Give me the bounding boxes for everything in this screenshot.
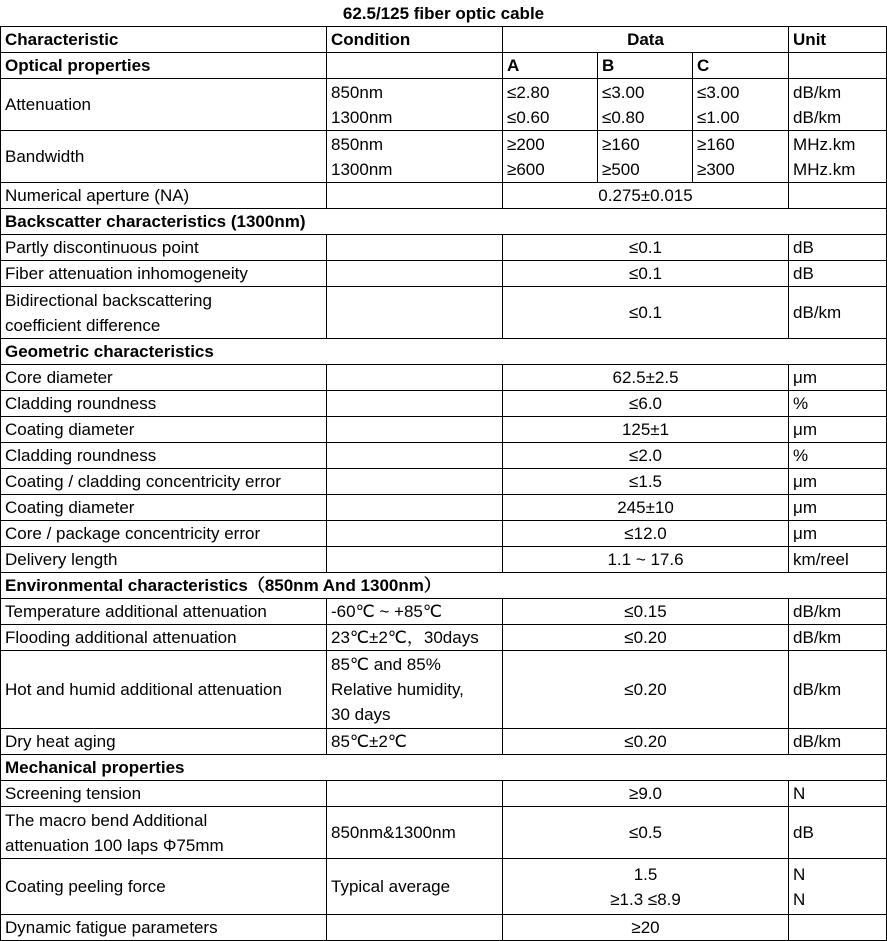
row-label: Flooding additional attenuation: [1, 625, 327, 651]
row-value: ≤6.0: [503, 391, 789, 417]
empty-cell: [327, 521, 503, 547]
row-label: Hot and humid additional attenuation: [1, 651, 327, 729]
table-row: [1, 859, 887, 915]
na-label: Numerical aperture (NA): [1, 183, 327, 209]
bandwidth-label: Bandwidth: [1, 131, 327, 183]
row-unit: dB/km: [789, 729, 887, 755]
empty-cell: [327, 547, 503, 573]
empty-cell: [327, 495, 503, 521]
empty-cell: [327, 915, 503, 941]
spec-table: [0, 26, 887, 941]
table-title: 62.5/125 fiber optic cable: [342, 4, 545, 23]
row-unit: dB: [789, 235, 887, 261]
table-row: [1, 391, 887, 417]
row-value: ≤0.15: [503, 599, 789, 625]
bandwidth-c: ≥160 ≥300: [693, 131, 789, 183]
row-label: Cladding roundness: [1, 443, 327, 469]
bidirectional-unit: dB/km: [789, 287, 887, 339]
row-condition: -60℃ ~ +85℃: [327, 599, 503, 625]
table-row: [1, 365, 887, 391]
row-value: 1.1 ~ 17.6: [503, 547, 789, 573]
row-label: Core diameter: [1, 365, 327, 391]
row-value: ≥20: [503, 915, 789, 941]
row-value: ≤12.0: [503, 521, 789, 547]
row-label: The macro bend Additional attenuation 100 laps Φ75mm: [1, 807, 327, 859]
header-row: [1, 27, 887, 53]
bandwidth-row: [1, 131, 887, 183]
section-row: [1, 209, 887, 235]
empty-cell: [327, 261, 503, 287]
row-label: Coating peeling force: [1, 859, 327, 915]
row-value: 1.5 ≥1.3 ≤8.9: [503, 859, 789, 915]
row-condition: 850nm&1300nm: [327, 807, 503, 859]
row-label: Coating / cladding concentricity error: [1, 469, 327, 495]
row-unit: dB: [789, 807, 887, 859]
section-row: [1, 755, 887, 781]
row-unit: N: [789, 781, 887, 807]
row-unit: N N: [789, 859, 887, 915]
row-value: ≥9.0: [503, 781, 789, 807]
empty-cell: [327, 391, 503, 417]
row-value: ≤0.1: [503, 261, 789, 287]
attenuation-b: ≤3.00 ≤0.80: [598, 79, 693, 131]
na-row: [1, 183, 887, 209]
empty-cell: [789, 915, 887, 941]
bidirectional-label: Bidirectional backscattering coefficient difference: [1, 287, 327, 339]
attenuation-label: Attenuation: [1, 79, 327, 131]
empty-cell: [327, 417, 503, 443]
attenuation-a: ≤2.80 ≤0.60: [503, 79, 598, 131]
row-label: Delivery length: [1, 547, 327, 573]
table-row: [1, 261, 887, 287]
table-row: [1, 547, 887, 573]
attenuation-condition: 850nm 1300nm: [327, 79, 503, 131]
row-value: ≤0.1: [503, 235, 789, 261]
attenuation-row: [1, 79, 887, 131]
bandwidth-b: ≥160 ≥500: [598, 131, 693, 183]
row-unit: μm: [789, 521, 887, 547]
bidirectional-value: ≤0.1: [503, 287, 789, 339]
empty-cell: [789, 53, 887, 79]
table-row: [1, 235, 887, 261]
row-value: 62.5±2.5: [503, 365, 789, 391]
row-condition: Typical average: [327, 859, 503, 915]
row-value: ≤0.20: [503, 729, 789, 755]
row-label: Fiber attenuation inhomogeneity: [1, 261, 327, 287]
section-row: [1, 339, 887, 365]
header-characteristic: Characteristic: [1, 27, 327, 53]
row-value: ≤1.5: [503, 469, 789, 495]
bandwidth-unit: MHz.km MHz.km: [789, 131, 887, 183]
empty-cell: [327, 287, 503, 339]
table-row: [1, 651, 887, 729]
row-value: ≤2.0: [503, 443, 789, 469]
row-unit: dB/km: [789, 599, 887, 625]
row-unit: dB: [789, 261, 887, 287]
section-heading-environmental: Environmental characteristics（850nm And 1300nm）: [1, 573, 887, 599]
table-row: [1, 417, 887, 443]
empty-cell: [327, 443, 503, 469]
section-heading-optical: Optical properties: [1, 53, 327, 79]
bandwidth-condition: 850nm 1300nm: [327, 131, 503, 183]
row-unit: %: [789, 443, 887, 469]
row-value: 245±10: [503, 495, 789, 521]
section-row: [1, 53, 887, 79]
row-label: Core / package concentricity error: [1, 521, 327, 547]
row-value: ≤0.5: [503, 807, 789, 859]
table-row: [1, 469, 887, 495]
row-label: Partly discontinuous point: [1, 235, 327, 261]
table-row: [1, 599, 887, 625]
row-value: ≤0.20: [503, 651, 789, 729]
row-condition: 85℃ and 85% Relative humidity, 30 days: [327, 651, 503, 729]
row-unit: km/reel: [789, 547, 887, 573]
empty-cell: [327, 469, 503, 495]
empty-cell: [789, 183, 887, 209]
row-unit: %: [789, 391, 887, 417]
row-unit: μm: [789, 469, 887, 495]
row-label: Dry heat aging: [1, 729, 327, 755]
row-value: ≤0.20: [503, 625, 789, 651]
section-row: [1, 573, 887, 599]
header-condition: Condition: [327, 27, 503, 53]
table-row: [1, 495, 887, 521]
row-value: 125±1: [503, 417, 789, 443]
table-row: [1, 781, 887, 807]
table-row: [1, 729, 887, 755]
empty-cell: [327, 53, 503, 79]
section-heading-geometric: Geometric characteristics: [1, 339, 887, 365]
row-label: Cladding roundness: [1, 391, 327, 417]
column-c-label: C: [693, 53, 789, 79]
row-label: Screening tension: [1, 781, 327, 807]
row-condition: 23℃±2℃，30days: [327, 625, 503, 651]
table-row: [1, 625, 887, 651]
na-value: 0.275±0.015: [503, 183, 789, 209]
table-row: [1, 807, 887, 859]
header-data: Data: [503, 27, 789, 53]
row-unit: μm: [789, 365, 887, 391]
table-row: [1, 521, 887, 547]
row-label: Dynamic fatigue parameters: [1, 915, 327, 941]
row-label: Temperature additional attenuation: [1, 599, 327, 625]
table-row: [1, 915, 887, 941]
bidirectional-row: [1, 287, 887, 339]
empty-cell: [327, 235, 503, 261]
row-unit: μm: [789, 417, 887, 443]
row-unit: μm: [789, 495, 887, 521]
row-condition: 85℃±2℃: [327, 729, 503, 755]
empty-cell: [327, 183, 503, 209]
table-row: [1, 443, 887, 469]
column-a-label: A: [503, 53, 598, 79]
row-label: Coating diameter: [1, 417, 327, 443]
bandwidth-a: ≥200 ≥600: [503, 131, 598, 183]
row-label: Coating diameter: [1, 495, 327, 521]
empty-cell: [327, 781, 503, 807]
header-unit: Unit: [789, 27, 887, 53]
attenuation-unit: dB/km dB/km: [789, 79, 887, 131]
column-b-label: B: [598, 53, 693, 79]
row-unit: dB/km: [789, 651, 887, 729]
section-heading-backscatter: Backscatter characteristics (1300nm): [1, 209, 887, 235]
attenuation-c: ≤3.00 ≤1.00: [693, 79, 789, 131]
section-heading-mechanical: Mechanical properties: [1, 755, 887, 781]
row-unit: dB/km: [789, 625, 887, 651]
empty-cell: [327, 365, 503, 391]
